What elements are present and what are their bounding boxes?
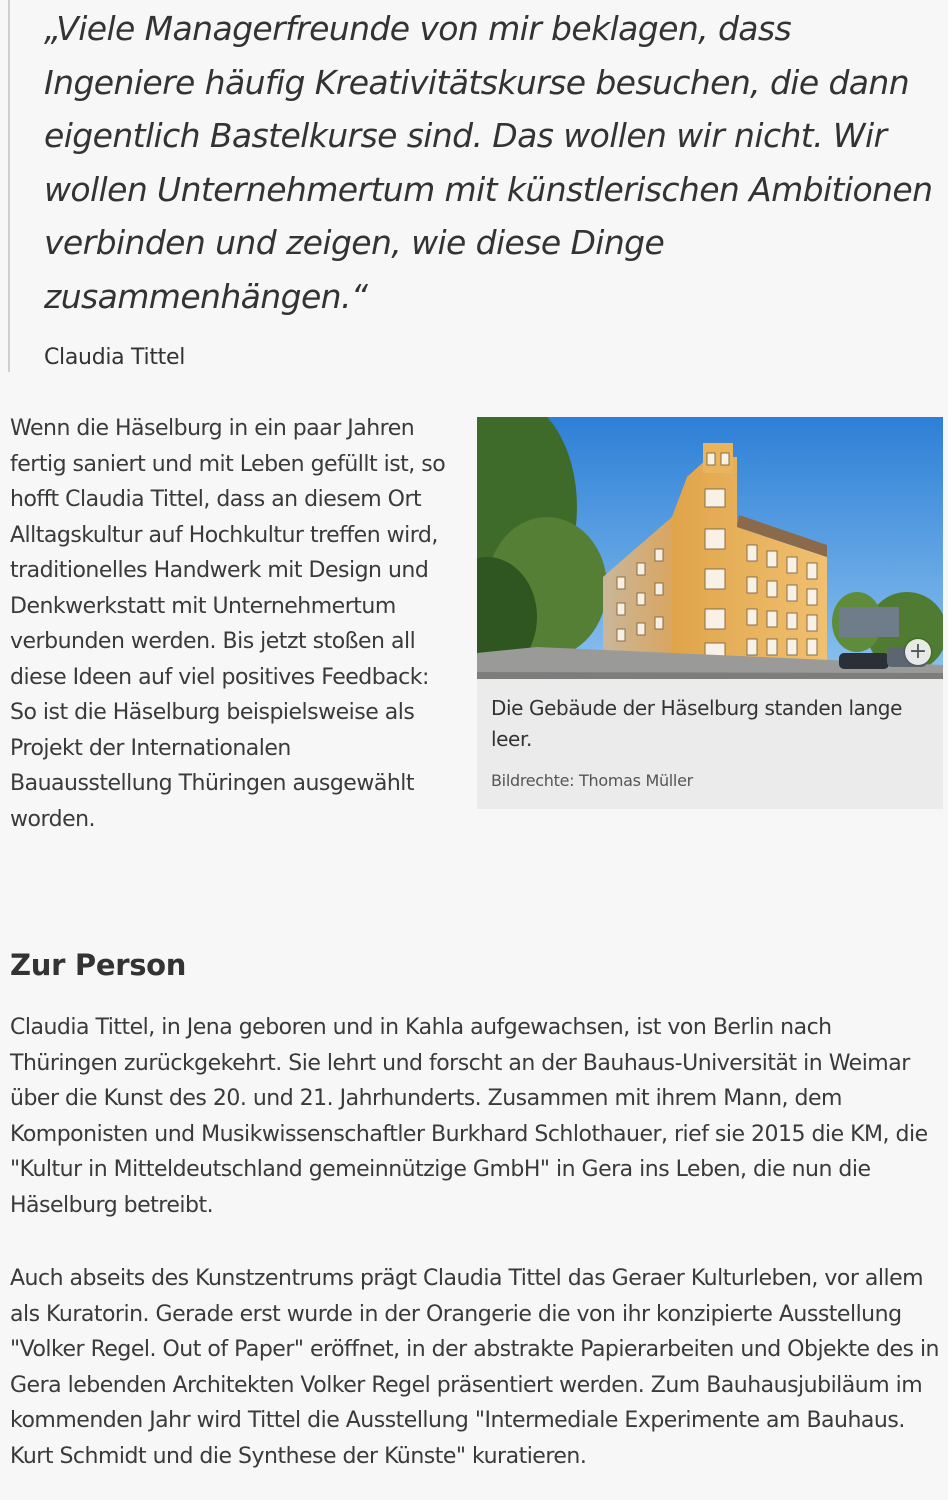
intro-paragraph: Wenn die Häselburg in ein paar Jahren fertig saniert und mit Leben gefüllt ist, so hofft Claudia Tittel, dass an diesem Ort Alltagskultur auf Hochkultur treffen wird, traditionelles Handwerk mit Design und Denkwerkstatt mit Unternehmertum verbunden werden. Bis jetzt stoßen all diese Ideen auf viel positives Feedback: So ist die Häselburg beispielsweise als Projekt der Internationalen Bauausstellung Thüringen ausgewählt worden. <box>10 416 446 832</box>
figure-caption: Die Gebäude der Häselburg standen lange leer. <box>491 696 902 751</box>
bio-paragraph-1: Claudia Tittel, in Jena geboren und in Kahla aufgewachsen, ist von Berlin nach Thüringen zurückgekehrt. Sie lehrt und forscht an der Bauhaus-Universität in Weimar über die Kunst des 20. und 21. Jahrhunderts. Zusammen mit ihrem Mann, dem Komponisten und Musikwissenschaftler Burkhard Schlothauer, rief sie 2015 die KM, die "Kultur in Mitteldeutschland gemeinnützige GmbH" in Gera ins Leben, die nun die Häselburg betreibt. <box>10 1015 928 1218</box>
quote-author: Claudia Tittel <box>44 345 186 370</box>
bio-paragraph-2: Auch abseits des Kunstzentrums prägt Claudia Tittel das Geraer Kulturleben, vor allem als Kuratorin. Gerade erst wurde in der Orangerie die von ihr konzipierte Ausstellung "Volker Regel. Out of Paper" eröffnet, in der abstrakte Papierarbeiten und Objekte des in Gera lebenden Architekten Volker Regel präsentiert werden. Zum Bauhausjubiläum im kommenden Jahr wird Tittel die Ausstellung "Intermediale Experimente am Bauhaus. Kurt Schmidt und die Synthese der Künste" kuratieren. <box>10 1266 939 1469</box>
building-photo-illustration <box>477 417 943 679</box>
figure-credit: Bildrechte: Thomas Müller <box>491 771 693 790</box>
plus-icon[interactable]: + <box>905 639 931 665</box>
quote-text: „Viele Managerfreunde von mir beklagen, dass Ingeniere häufig Kreativitätskurse besuchen, die dann eigentlich Bastelkurse sind. Das wollen wir nicht. Wir wollen Unternehmertum mit künstlerischen Ambitionen verbinden und zeigen, wie diese Dinge zusammenhängen.“ <box>44 9 933 316</box>
section-heading: Zur Person <box>10 948 187 982</box>
article-figure <box>477 417 943 809</box>
building-photo[interactable] <box>477 417 943 679</box>
blockquote <box>8 0 946 372</box>
